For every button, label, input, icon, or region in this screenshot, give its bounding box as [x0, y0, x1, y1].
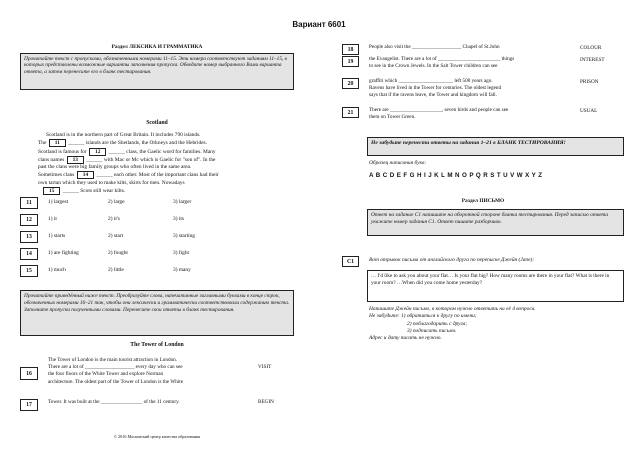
sample-letters: A B C D E F G H I J K L M N O P Q R S T U V W X Y Z: [369, 172, 543, 179]
row-text: [48, 357, 258, 386]
sample-label: Образец написания букв:: [369, 160, 427, 166]
remember-line: 3) подписать письмо.: [407, 327, 457, 334]
row-line: the four floors of the White Tower and explore Norman: [48, 371, 164, 378]
question-number: 21: [342, 107, 359, 118]
word-row-16: [20, 357, 294, 397]
row-line: to see in the Crown Jewels. In the Salt Tower children can see: [369, 63, 498, 70]
text-line: [38, 171, 294, 179]
row-line: says that if the ravens leave, the Tower and kingdom will fall.: [369, 92, 497, 99]
grammar-instruction: Прочитайте текст с пропусками, обозначенными номерами 11–15. Эти номера соответствуют заданиям 11–15, в которых представлены возможные варианты заполнения пропуска. Обведите номер выбранного Вами варианта ответа, а затем перенесите его в бланк тестирования.: [20, 53, 294, 90]
word-row-18: [342, 44, 624, 54]
scotland-text: [38, 132, 294, 195]
word-row-21: [342, 107, 624, 127]
text-line: Scotland is in the northern part of Great Britain. It includes 790 islands.: [46, 132, 201, 138]
text-part: ______ Scots still wear kilts.: [62, 188, 126, 195]
option-1[interactable]: 1) starts: [48, 233, 66, 239]
writing-requirements: [369, 306, 624, 342]
copyright: © 2016 Московский центр качества образования: [113, 434, 201, 439]
text-part: ______ each other. Most of the important clans had their: [96, 172, 219, 179]
task-intro: Вот отрывок письма от английского друга по переписке Джейн (Jane):: [369, 257, 535, 263]
page-title: Вариант 6601: [292, 20, 346, 29]
writing-instruction: Ответ на задание С1 напишите на оборотной стороне бланка тестирования. Перед записью ответа укажите номер задания С1. Ответ пишите разборчиво.: [367, 209, 624, 236]
text-line: own tartan which they used to make kilts, skirts for men. Nowadays: [38, 179, 185, 186]
option-1[interactable]: 1) are fighting: [48, 250, 79, 256]
row-text: [369, 78, 579, 100]
question-number: 15: [20, 265, 38, 277]
option-3[interactable]: 3) starting: [173, 233, 196, 239]
base-word: BEGIN: [258, 399, 274, 405]
row-text: Tower. It was built at the ________________ of the 11 century.: [48, 399, 180, 405]
word-row-17: [20, 399, 294, 413]
text-part: clans names: [38, 156, 65, 163]
base-word: PRISON: [580, 79, 599, 85]
word-row-20: [342, 78, 624, 106]
base-word: INTEREST: [580, 57, 605, 63]
row-line: the Evangelist. There are a lot of ________________________ things: [369, 56, 515, 62]
row-line: architecture. The oldest part of the Tower of London is the White: [48, 378, 184, 385]
text-part: ______ class, the Gaelic word for families. Many: [108, 148, 216, 155]
question-number: 12: [20, 214, 38, 226]
text-line: past the clans were big family groups who often lived in the same area.: [38, 164, 192, 171]
remember-line: 2) поблагодарить с друга;: [407, 320, 468, 327]
option-3[interactable]: 3) its: [173, 216, 184, 222]
row-line: There are a lot of ___________________ every day who can see: [48, 364, 183, 371]
word-row-19: [342, 56, 624, 76]
option-1[interactable]: 1) it: [48, 216, 57, 222]
row-text: [369, 56, 579, 70]
answer-instruction: Напишите Джейн письмо, в котором нужно ответить на её 4 вопроса.: [369, 306, 536, 312]
question-number: 11: [20, 197, 38, 209]
text-title: Scotland: [146, 120, 168, 126]
option-1[interactable]: 1) largest: [48, 199, 69, 205]
text-line: [38, 139, 294, 147]
base-word: USUAL: [580, 108, 598, 114]
base-word: VISIT: [258, 364, 272, 370]
question-row: [20, 231, 294, 248]
text2-title: The Tower of London: [130, 342, 184, 348]
text-line: [38, 156, 294, 164]
row-line: The Tower of London is the main tourist attraction in London.: [48, 357, 178, 363]
text-part: ______ with Mac or Mc which is Gaelic for "son of". In the: [86, 156, 216, 163]
gap-14: 14: [77, 171, 94, 179]
option-2[interactable]: 2) fought: [108, 250, 128, 256]
question-number: 20: [342, 78, 359, 89]
text-line: [38, 187, 294, 195]
question-row: [20, 214, 294, 231]
base-word: COLOUR: [580, 45, 602, 51]
row-line: Ravens have lived in the Tower for centuries. The oldest legend: [369, 85, 502, 92]
option-2[interactable]: 2) little: [108, 267, 124, 273]
gap-12: 12: [89, 148, 106, 156]
address-note: Адрес и дату писать не нужно.: [369, 335, 442, 342]
row-text: [369, 107, 579, 121]
row-text: People also visit the ___________________ Chapel of St.John: [369, 44, 500, 50]
text-part: Scotland is famous for: [38, 148, 87, 155]
word-formation-instruction: Прочитайте приведённый ниже текст. Преобразуйте слова, напечатанные заглавными буквами в конце строк, обозначенных номерами 16–21 так, чтобы они лексически и грамматически соответствовали содержанию текста. Заполните пропуски полученными словами. Перенесите свои ответы в бланк тестирования.: [20, 290, 294, 336]
question-number: 13: [20, 231, 38, 243]
question-number: 16: [20, 367, 38, 380]
question-number: 17: [20, 399, 38, 411]
gap-13: 13: [67, 156, 84, 164]
option-2[interactable]: 2) large: [108, 199, 125, 205]
question-list: [20, 197, 294, 282]
gap-11: 11: [49, 139, 66, 147]
transfer-reminder: Не забудьте перенести ответы на задания 1–21 в БЛАНК ТЕСТИРОВАНИЯ!: [367, 137, 624, 156]
question-number: 14: [20, 248, 38, 260]
question-number: 19: [342, 56, 359, 67]
grammar-heading: Раздел ЛЕКСИКА И ГРАММАТИКА: [111, 44, 203, 50]
question-number: 18: [342, 44, 359, 55]
row-line: There are ____________________, seven birds and people can see: [369, 107, 509, 113]
writing-heading: Раздел ПИСЬМО: [461, 198, 505, 204]
text-part: The: [38, 140, 47, 147]
letter-excerpt: … I'd like to ask you about your flat… Is your flat big? How many rooms are there in your flat? What is there in your room? …When did you come home yesterday?: [367, 270, 624, 302]
text-part: Sometimes clans: [38, 172, 75, 179]
task-number-c1: C1: [342, 256, 359, 267]
text-part: ______ islands are the Shetlands, the Orkneys and the Hebrides.: [68, 140, 207, 147]
option-3[interactable]: 3) many: [173, 267, 191, 273]
option-1[interactable]: 1) much: [48, 267, 66, 273]
row-line: graffiti which _____________________ left 500 years ago.: [369, 78, 493, 84]
option-2[interactable]: 2) start: [108, 233, 124, 239]
row-line: them on Tower Green.: [369, 114, 416, 121]
question-row: [20, 197, 294, 214]
remember-line: Не забудьте: 1) обратиться к другу по имени;: [369, 313, 477, 320]
text-line: [38, 148, 294, 156]
option-3[interactable]: 3) larger: [173, 199, 192, 205]
question-row: [20, 265, 294, 282]
question-row: [20, 248, 294, 265]
option-2[interactable]: 2) it's: [108, 216, 120, 222]
option-3[interactable]: 3) fight: [173, 250, 190, 256]
gap-15: 15: [43, 187, 60, 195]
